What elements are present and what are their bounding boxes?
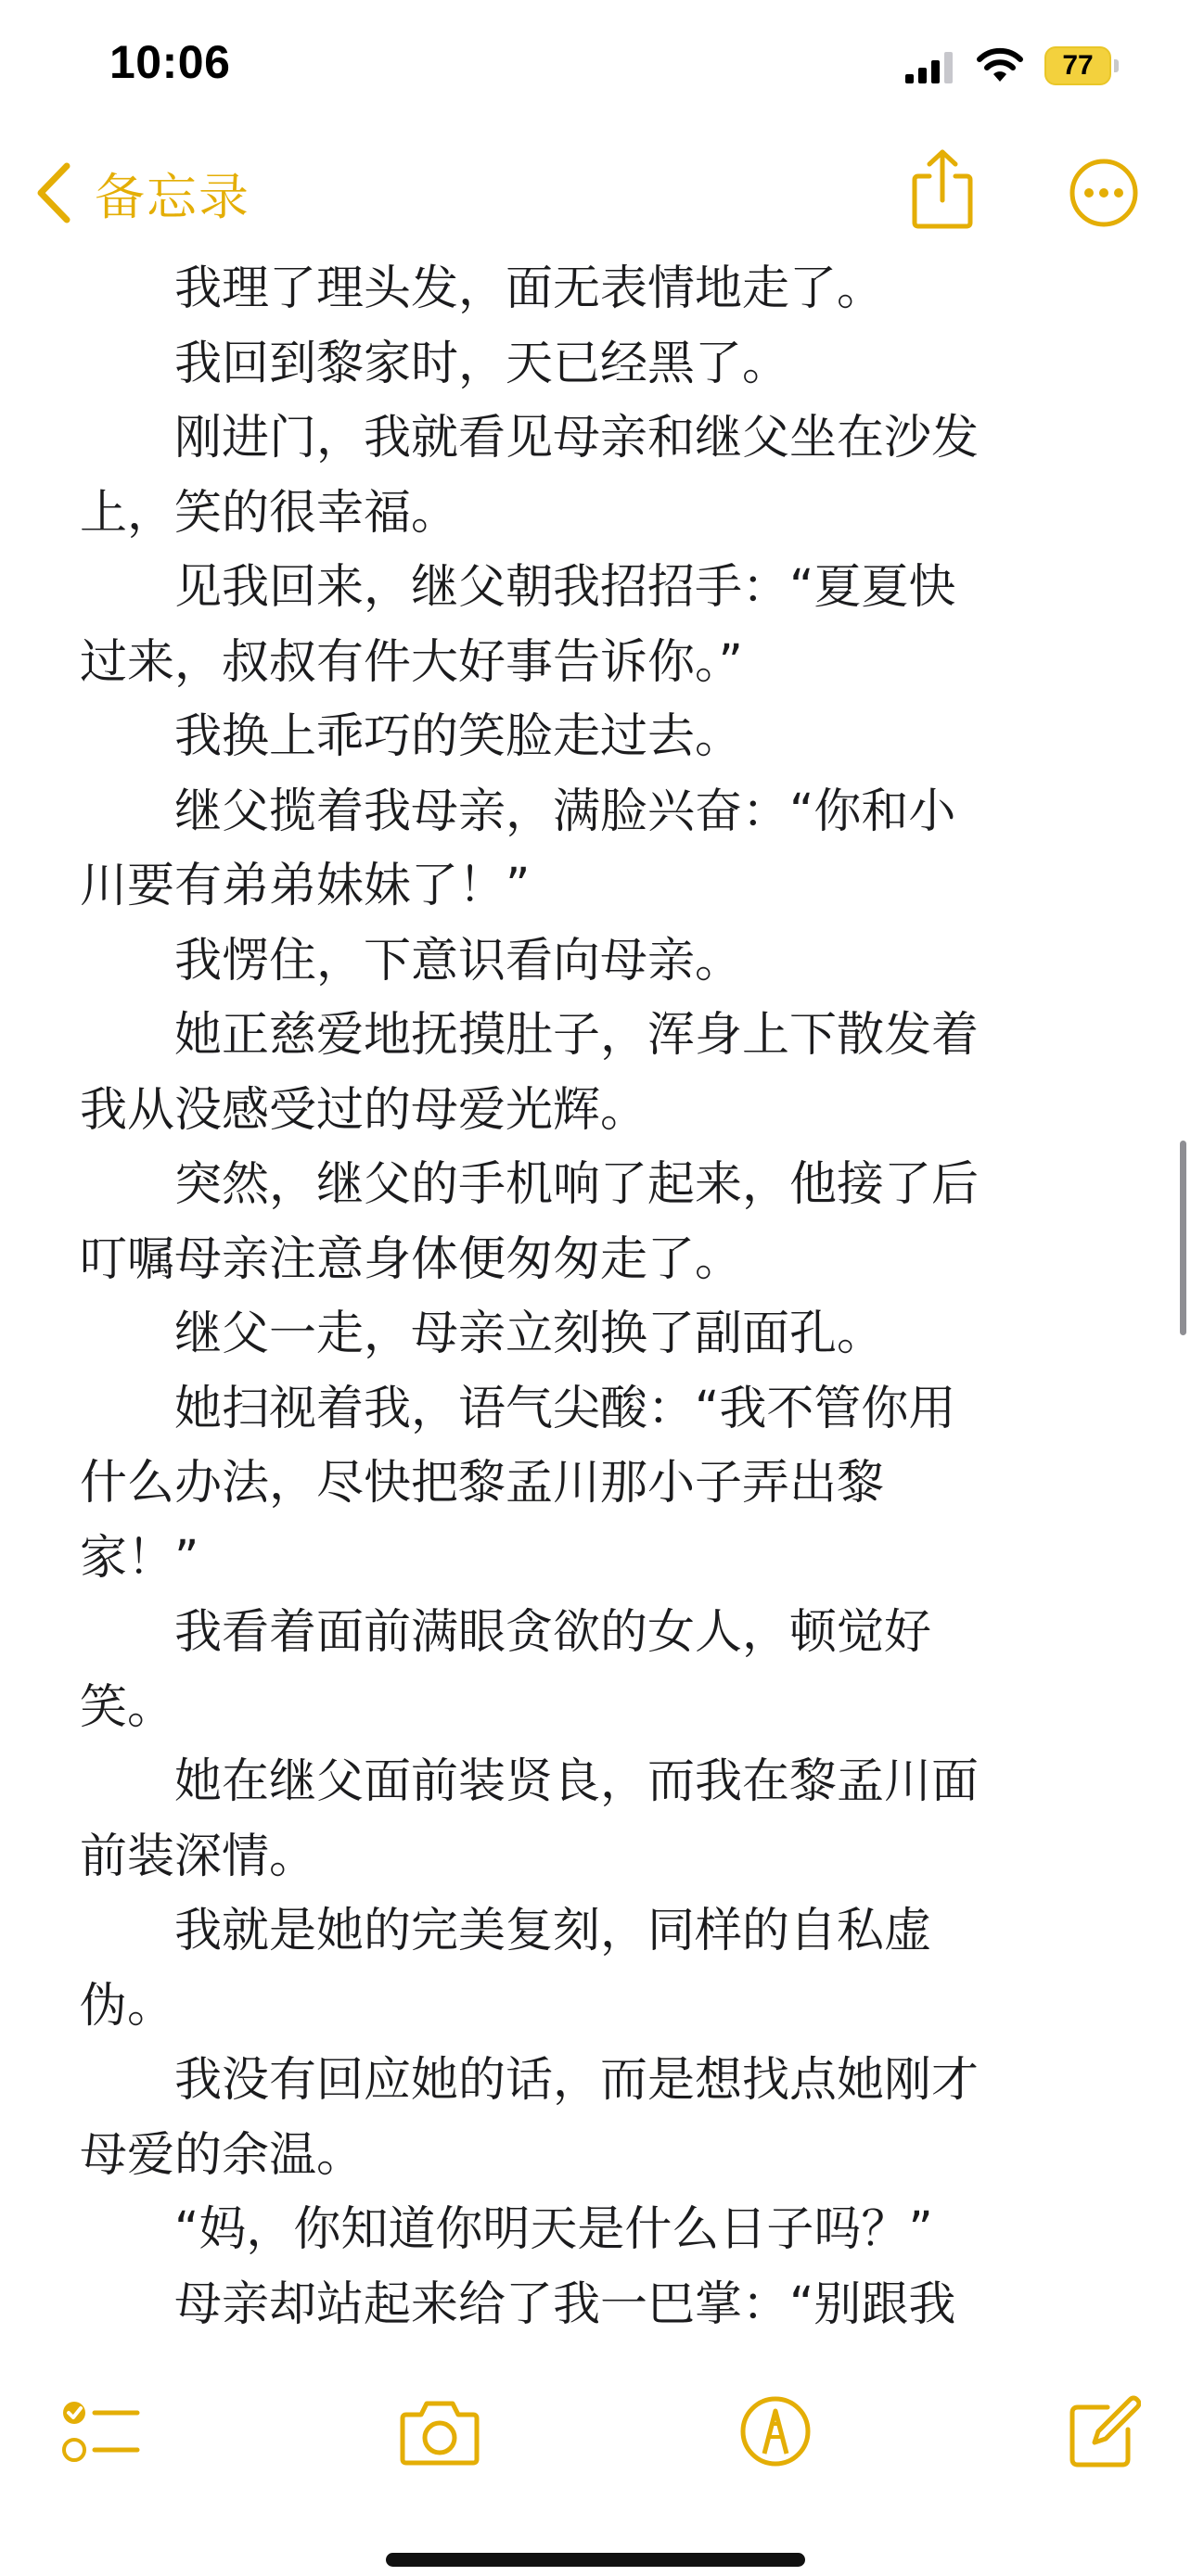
status-bar: [0, 0, 1191, 139]
share-icon[interactable]: [909, 148, 976, 230]
note-line: 我换上乖巧的笑脸走过去。: [80, 709, 743, 764]
note-body[interactable]: [80, 252, 1128, 2342]
signal-icon: [905, 52, 954, 83]
note-line: 笑。: [80, 1679, 175, 1735]
chevron-left-icon: [33, 160, 74, 225]
compose-icon[interactable]: [1067, 2392, 1141, 2470]
note-line: 我理了理头发，面无表情地走了。: [80, 261, 885, 316]
note-line: 我没有回应她的话，而是想找点她刚才: [80, 2053, 980, 2108]
home-indicator[interactable]: [386, 2553, 805, 2567]
note-line: 我愣住，下意识看向母亲。: [80, 933, 743, 988]
note-line: 母亲却站起来给了我一巴掌：“别跟我: [80, 2276, 956, 2332]
markup-icon[interactable]: [738, 2392, 813, 2470]
wifi-icon: [976, 46, 1024, 83]
more-icon[interactable]: [1069, 158, 1139, 228]
note-line: 过来，叔叔有件大好事告诉你。”: [80, 634, 743, 690]
status-time: 10:06: [109, 36, 231, 88]
note-line: 我从没感受过的母爱光辉。: [80, 1082, 648, 1138]
note-line: 上，笑的很幸福。: [80, 485, 459, 541]
back-label: 备忘录: [95, 167, 250, 226]
battery-tip: [1114, 59, 1119, 72]
battery-icon: [1044, 46, 1119, 85]
note-line: 见我回来，继父朝我招招手：“夏夏快: [80, 560, 956, 615]
note-line: 伪。: [80, 1978, 175, 2034]
note-line: 刚进门，我就看见母亲和继父坐在沙发: [80, 411, 980, 465]
scroll-indicator[interactable]: [1180, 1141, 1186, 1335]
note-line: 我就是她的完美复刻，同样的自私虚: [80, 1904, 932, 1958]
note-line: 突然，继父的手机响了起来，他接了后: [80, 1157, 980, 1212]
battery-level: 77: [1062, 50, 1094, 81]
note-line: 她在继父面前装贤良，而我在黎孟川面: [80, 1754, 980, 1809]
note-line: 继父揽着我母亲，满脸兴奋：“你和小: [80, 784, 956, 839]
note-line: 她正慈爱地抚摸肚子，浑身上下散发着: [80, 1008, 980, 1063]
note-line: 前装深情。: [80, 1829, 317, 1884]
toolbar-background: [0, 2337, 1191, 2576]
note-line: 我看着面前满眼贪欲的女人，顿觉好: [80, 1605, 932, 1660]
back-button[interactable]: [33, 158, 250, 228]
note-line: 她扫视着我，语气尖酸：“我不管你用: [80, 1381, 956, 1436]
note-line: 叮嘱母亲注意身体便匆匆走了。: [80, 1231, 743, 1287]
note-line: 母爱的余温。: [80, 2127, 365, 2183]
camera-icon[interactable]: [397, 2392, 482, 2470]
note-line: 我回到黎家时，天已经黑了。: [80, 336, 790, 391]
note-line: “妈，你知道你明天是什么日子吗？”: [80, 2202, 933, 2257]
note-line: 什么办法，尽快把黎孟川那小子弄出黎: [80, 1456, 885, 1511]
note-line: 家！”: [80, 1530, 199, 1586]
note-line: 继父一走，母亲立刻换了副面孔。: [80, 1307, 885, 1361]
note-line: 川要有弟弟妹妹了！”: [80, 859, 531, 913]
checklist-icon[interactable]: [59, 2392, 145, 2470]
